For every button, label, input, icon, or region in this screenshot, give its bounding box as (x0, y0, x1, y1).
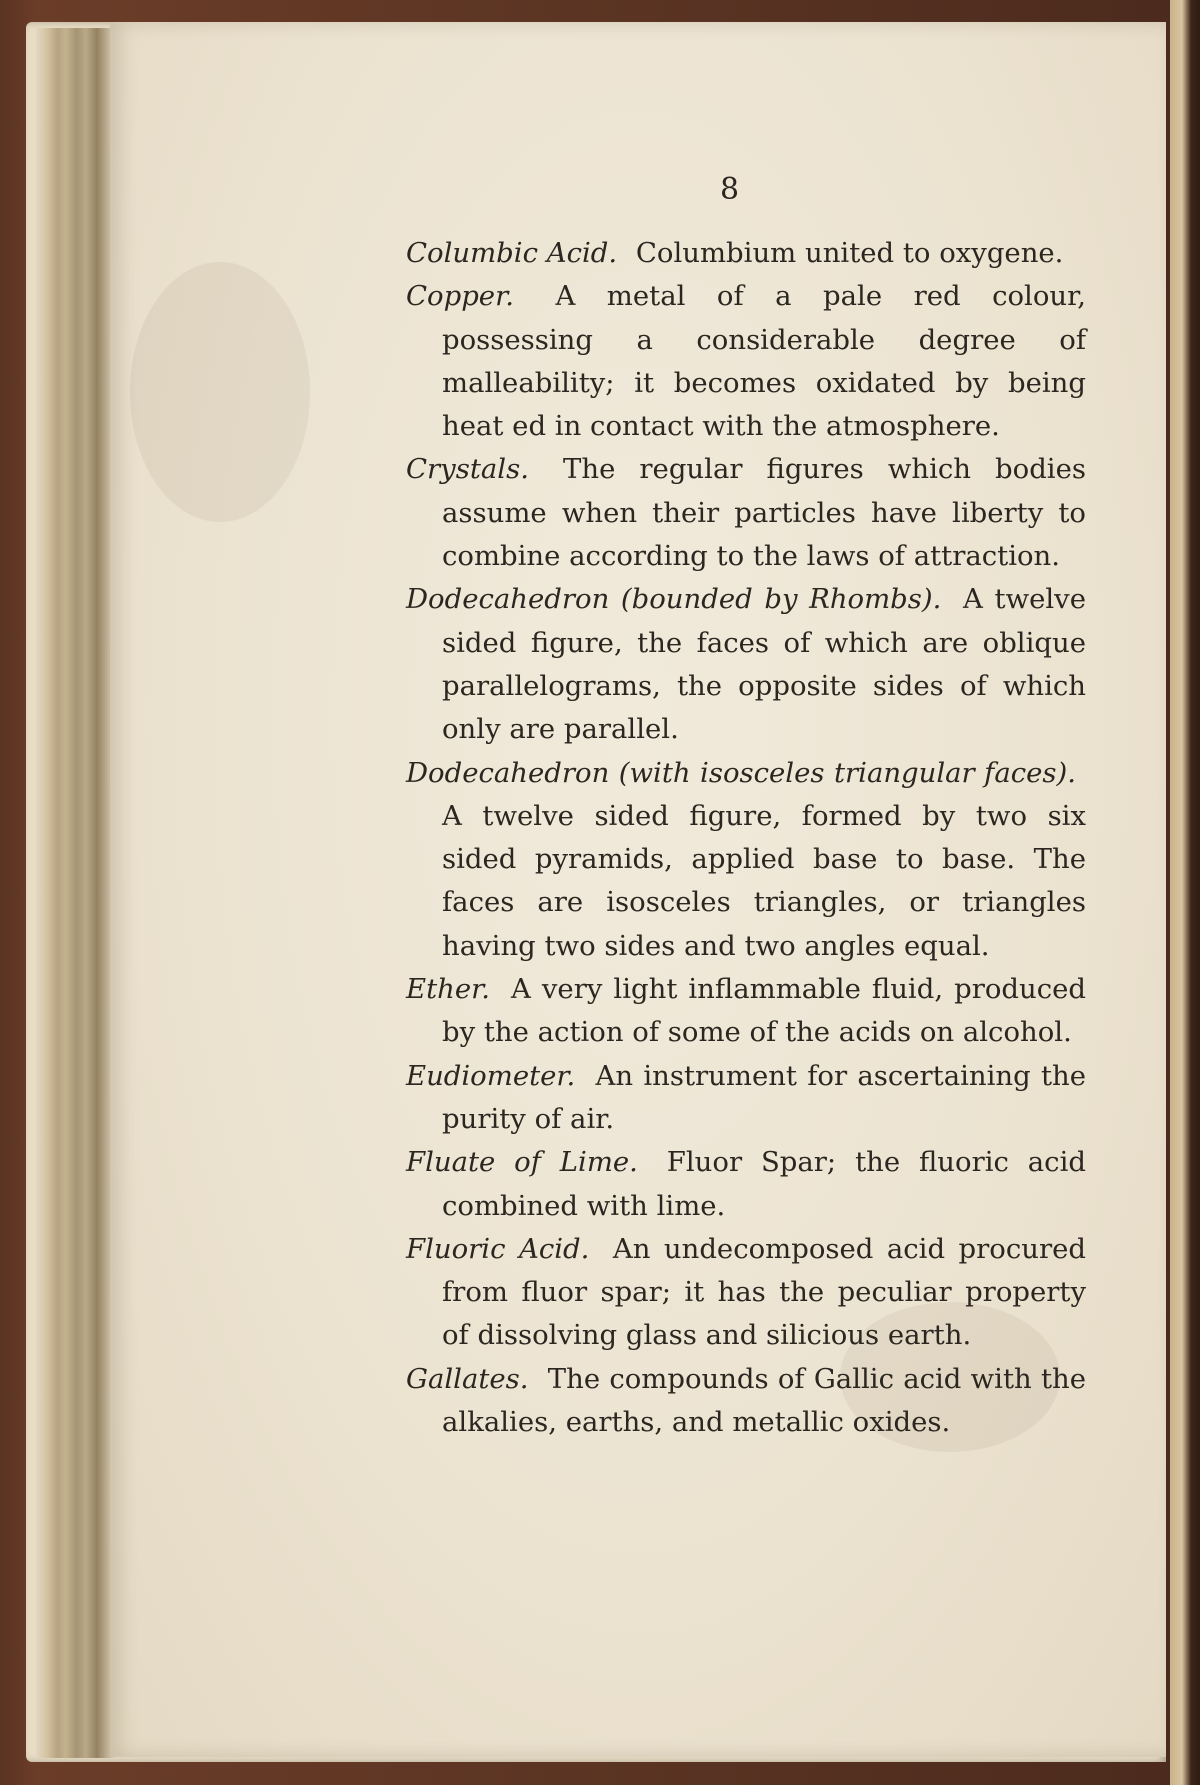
glossary-entry (406, 578, 1086, 751)
page-edges (36, 28, 114, 1758)
entry-definition: An undecomposed acid procured from fluor spar; it has the peculiar property of dissolving glass and silicious earth. (442, 1232, 1086, 1352)
glossary-entry (406, 1055, 1086, 1142)
glossary-entry (406, 232, 1086, 275)
page-number: 8 (720, 172, 740, 207)
entry-term: Copper. (406, 280, 514, 313)
entry-definition: A metal of a pale red colour, possessing a considerable degree of malleability; it becomes oxidated by being heat ed in contact with the atmosphere. (442, 280, 1086, 443)
glossary-entry (406, 1358, 1086, 1445)
entry-definition: The compounds of Gallic acid with the alkalies, earths, and metallic oxides. (442, 1362, 1086, 1439)
glossary-entry (406, 1141, 1086, 1228)
entry-definition: A very light inflammable fluid, produced by the action of some of the acids on alcohol. (442, 973, 1086, 1049)
entry-term: Dodecahedron (with isosceles triangular faces). (406, 756, 1076, 789)
entry-definition: Columbium united to oxygene. (635, 237, 1064, 269)
book-spine-edge (1170, 0, 1200, 1785)
entry-term: Fluoric Acid. (406, 1232, 590, 1265)
entry-term: Dodecahedron (bounded by Rhombs). (406, 583, 942, 616)
entry-term: Gallates. (406, 1362, 529, 1395)
glossary-entry (406, 752, 1086, 968)
entry-definition: A twelve sided figure, formed by two six sided pyramids, applied base to base. The faces are isosceles triangles, or triangles having two sides and two angles equal. (442, 799, 1086, 962)
entry-definition: The regular figures which bodies assume when their particles have liberty to combine according to the laws of attraction. (442, 453, 1086, 573)
entry-term: Crystals. (406, 453, 529, 486)
glossary-entry (406, 1228, 1086, 1358)
entry-definition: A twelve sided figure, the faces of which are oblique parallelograms, the opposite sides of which only are parallel. (442, 583, 1086, 746)
glossary-entry (406, 275, 1086, 448)
entry-term: Eudiometer. (406, 1059, 576, 1092)
glossary-list (406, 232, 1086, 1444)
page-stain (130, 262, 310, 522)
entry-term: Ether. (406, 973, 490, 1006)
entry-definition: Fluor Spar; the fluoric acid combined with lime. (442, 1146, 1086, 1222)
glossary-entry (406, 448, 1086, 578)
entry-term: Fluate of Lime. (406, 1146, 638, 1179)
entry-term: Columbic Acid. (406, 237, 618, 269)
entry-definition: An instrument for ascertaining the purity of air. (442, 1059, 1086, 1135)
glossary-entry (406, 968, 1086, 1055)
